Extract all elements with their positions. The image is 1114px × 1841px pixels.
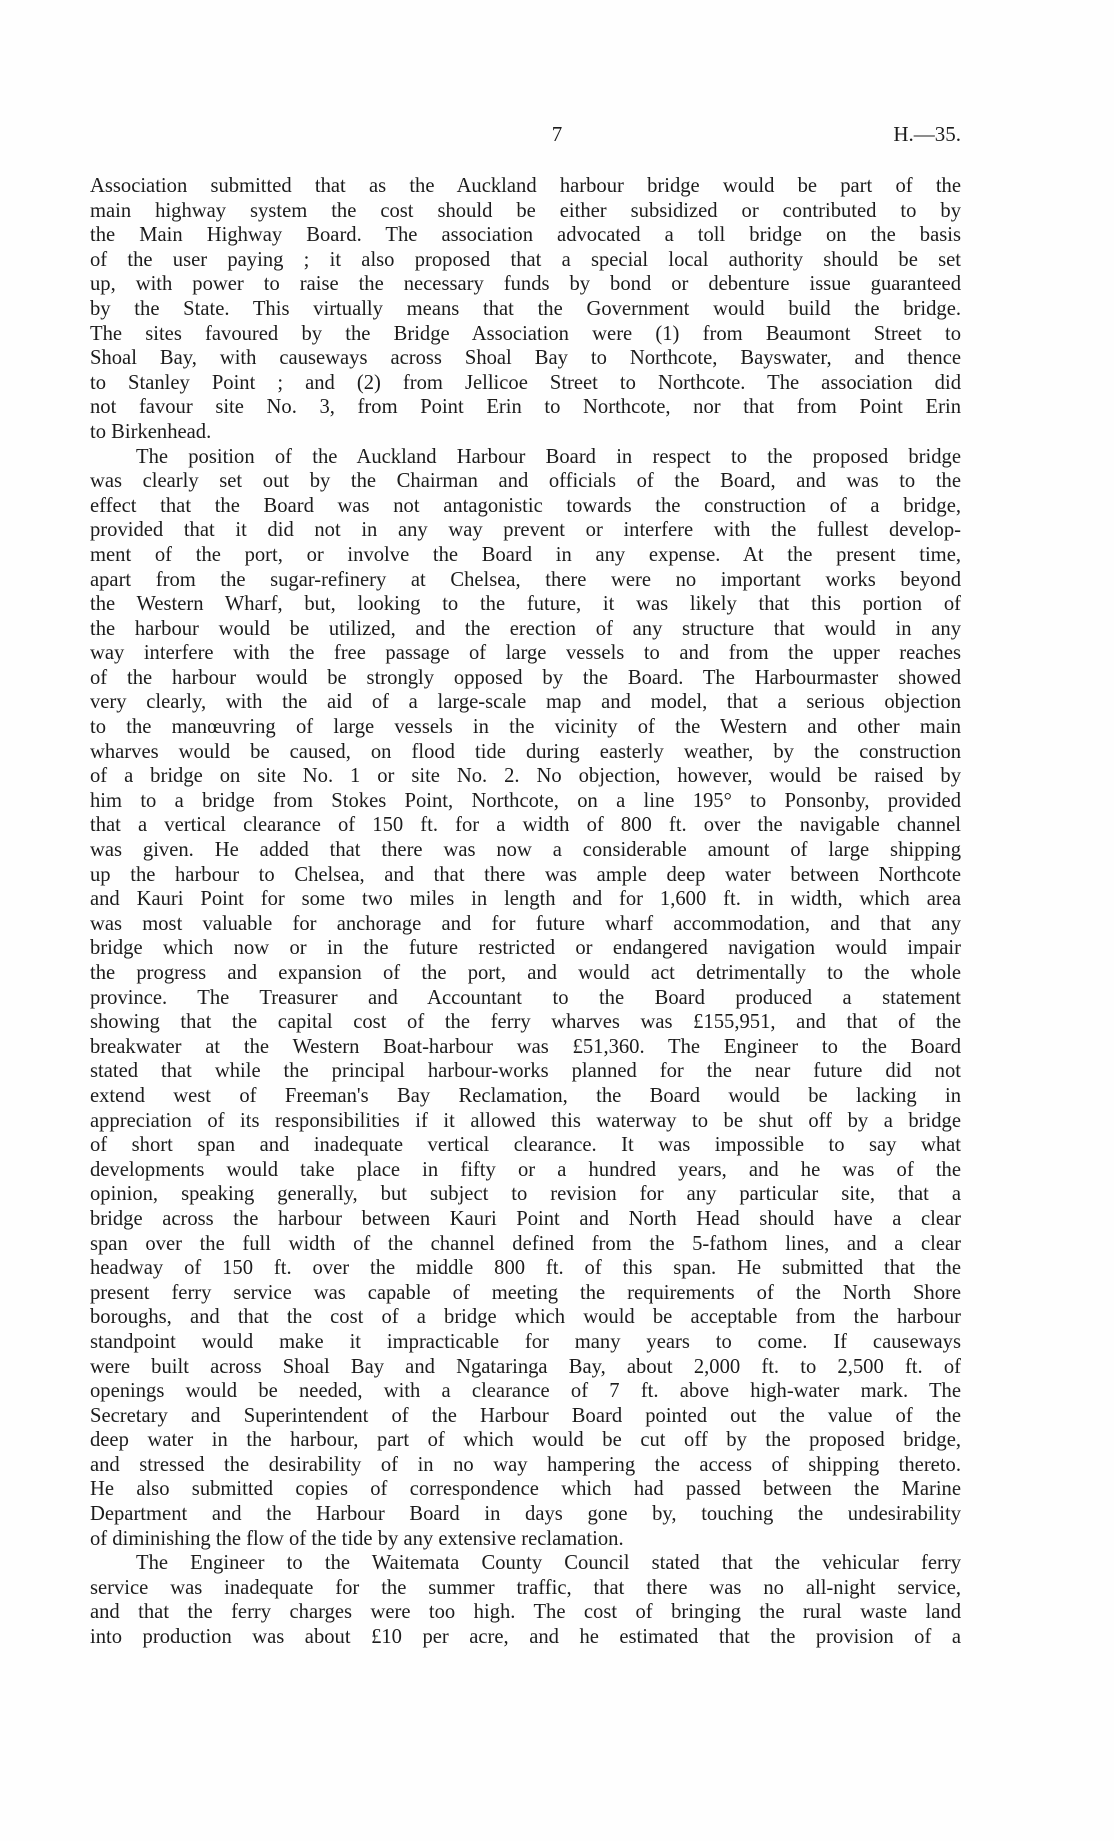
- text-line: boroughs, and that the cost of a bridge which would be acceptable from the harbour: [90, 1306, 961, 1329]
- text-line: were built across Shoal Bay and Ngataringa Bay, about 2,000 ft. to 2,500 ft. of: [90, 1355, 961, 1378]
- text-line: showing that the capital cost of the ferry wharves was £155,951, and that of the: [90, 1011, 961, 1034]
- text-line: The Engineer to the Waitemata County Council stated that the vehicular ferry: [136, 1552, 961, 1575]
- text-line: by the State. This virtually means that the Government would build the bridge.: [90, 297, 961, 320]
- text-line: into production was about £10 per acre, and he estimated that the provision of a: [90, 1626, 961, 1649]
- text-line: Secretary and Superintendent of the Harbour Board pointed out the value of the: [90, 1404, 961, 1427]
- text-line: was clearly set out by the Chairman and officials of the Board, and was to the: [90, 470, 961, 493]
- text-line: provided that it did not in any way prevent or interfere with the fullest develop-: [90, 519, 961, 542]
- text-line: apart from the sugar-refinery at Chelsea, there were no important works beyond: [90, 568, 961, 591]
- text-line: The sites favoured by the Bridge Association were (1) from Beaumont Street to: [90, 322, 961, 345]
- text-line: the harbour would be utilized, and the erection of any structure that would in any: [90, 617, 961, 640]
- text-line: was given. He added that there was now a considerable amount of large shipping: [90, 839, 961, 862]
- text-line: service was inadequate for the summer traffic, that there was no all-night service,: [90, 1576, 961, 1599]
- text-line: province. The Treasurer and Accountant to the Board produced a statement: [90, 986, 961, 1009]
- text-line: up, with power to raise the necessary funds by bond or debenture issue guaranteed: [90, 273, 961, 296]
- text-line: the progress and expansion of the port, and would act detrimentally to the whole: [90, 962, 961, 984]
- text-line: extend west of Freeman's Bay Reclamation, the Board would be lacking in: [90, 1084, 961, 1107]
- text-line: very clearly, with the aid of a large-scale map and model, that a serious objection: [90, 691, 961, 714]
- text-line: standpoint would make it impracticable for many years to come. If causeways: [90, 1330, 961, 1353]
- text-line: developments would take place in fifty or a hundred years, and he was of the: [90, 1158, 961, 1181]
- text-line: to Stanley Point ; and (2) from Jellicoe Street to Northcote. The association did: [90, 371, 961, 394]
- text-line: present ferry service was capable of meeting the requirements of the North Shore: [90, 1281, 961, 1304]
- text-line: bridge which now or in the future restricted or endangered navigation would impair: [90, 937, 961, 960]
- text-line: and Kauri Point for some two miles in length and for 1,600 ft. in width, which area: [90, 888, 961, 911]
- text-line: way interfere with the free passage of large vessels to and from the upper reaches: [90, 642, 961, 665]
- text-line: deep water in the harbour, part of which would be cut off by the proposed bridge,: [90, 1429, 961, 1452]
- text-line: of the user paying ; it also proposed that a special local authority should be set: [90, 248, 961, 271]
- text-line: effect that the Board was not antagonistic towards the construction of a bridge,: [90, 494, 961, 517]
- text-line: Shoal Bay, with causeways across Shoal Bay to Northcote, Bayswater, and thence: [90, 347, 961, 370]
- text-line: wharves would be caused, on flood tide during easterly weather, by the construction: [90, 740, 961, 763]
- text-line: of a bridge on site No. 1 or site No. 2. No objection, however, would be raised by: [90, 765, 961, 788]
- text-line: main highway system the cost should be either subsidized or contributed to by: [90, 199, 961, 222]
- text-line: of the harbour would be strongly opposed by the Board. The Harbourmaster showed: [90, 666, 961, 689]
- text-line: to the manœuvring of large vessels in the vicinity of the Western and other main: [90, 716, 961, 739]
- text-line: Association submitted that as the Auckland harbour bridge would be part of the: [90, 175, 961, 197]
- body-text: [90, 174, 961, 1650]
- text-line: was most valuable for anchorage and for future wharf accommodation, and that any: [90, 912, 961, 935]
- text-line: him to a bridge from Stokes Point, Northcote, on a line 195° to Ponsonby, provided: [90, 789, 961, 812]
- text-line: The position of the Auckland Harbour Board in respect to the proposed bridge: [136, 445, 961, 468]
- text-line: headway of 150 ft. over the middle 800 ft. of this span. He submitted that the: [90, 1257, 961, 1280]
- text-line: not favour site No. 3, from Point Erin to Northcote, nor that from Point Erin: [90, 396, 961, 419]
- text-line: to Birkenhead.: [90, 420, 212, 443]
- text-line: ment of the port, or involve the Board in any expense. At the present time,: [90, 543, 961, 566]
- text-line: bridge across the harbour between Kauri Point and North Head should have a clear: [90, 1207, 961, 1230]
- text-line: Department and the Harbour Board in days gone by, touching the undesirability: [90, 1503, 961, 1526]
- page-number: 7: [551, 122, 563, 146]
- text-line: openings would be needed, with a clearance of 7 ft. above high-water mark. The: [90, 1380, 961, 1403]
- text-line: stated that while the principal harbour-works planned for the near future did not: [90, 1060, 961, 1083]
- text-line: breakwater at the Western Boat-harbour was £51,360. The Engineer to the Board: [90, 1035, 961, 1058]
- text-line: span over the full width of the channel defined from the 5-fathom lines, and a clear: [90, 1232, 961, 1255]
- text-line: and stressed the desirability of in no way hampering the access of shipping thereto.: [90, 1453, 961, 1476]
- text-line: He also submitted copies of correspondence which had passed between the Marine: [90, 1478, 961, 1501]
- text-line: up the harbour to Chelsea, and that there was ample deep water between Northcote: [90, 863, 961, 886]
- document-reference: H.—35.: [893, 122, 961, 146]
- text-line: of short span and inadequate vertical clearance. It was impossible to say what: [90, 1134, 961, 1157]
- text-line: the Western Wharf, but, looking to the future, it was likely that this portion of: [90, 593, 961, 616]
- text-line: opinion, speaking generally, but subject to revision for any particular site, that a: [90, 1183, 961, 1206]
- text-line: the Main Highway Board. The association advocated a toll bridge on the basis: [90, 224, 961, 247]
- text-line: of diminishing the flow of the tide by any extensive reclamation.: [90, 1527, 624, 1550]
- text-line: appreciation of its responsibilities if it allowed this waterway to be shut off by a bridge: [90, 1109, 961, 1132]
- text-line: that a vertical clearance of 150 ft. for a width of 800 ft. over the navigable channel: [90, 814, 961, 837]
- text-line: and that the ferry charges were too high. The cost of bringing the rural waste land: [90, 1601, 961, 1624]
